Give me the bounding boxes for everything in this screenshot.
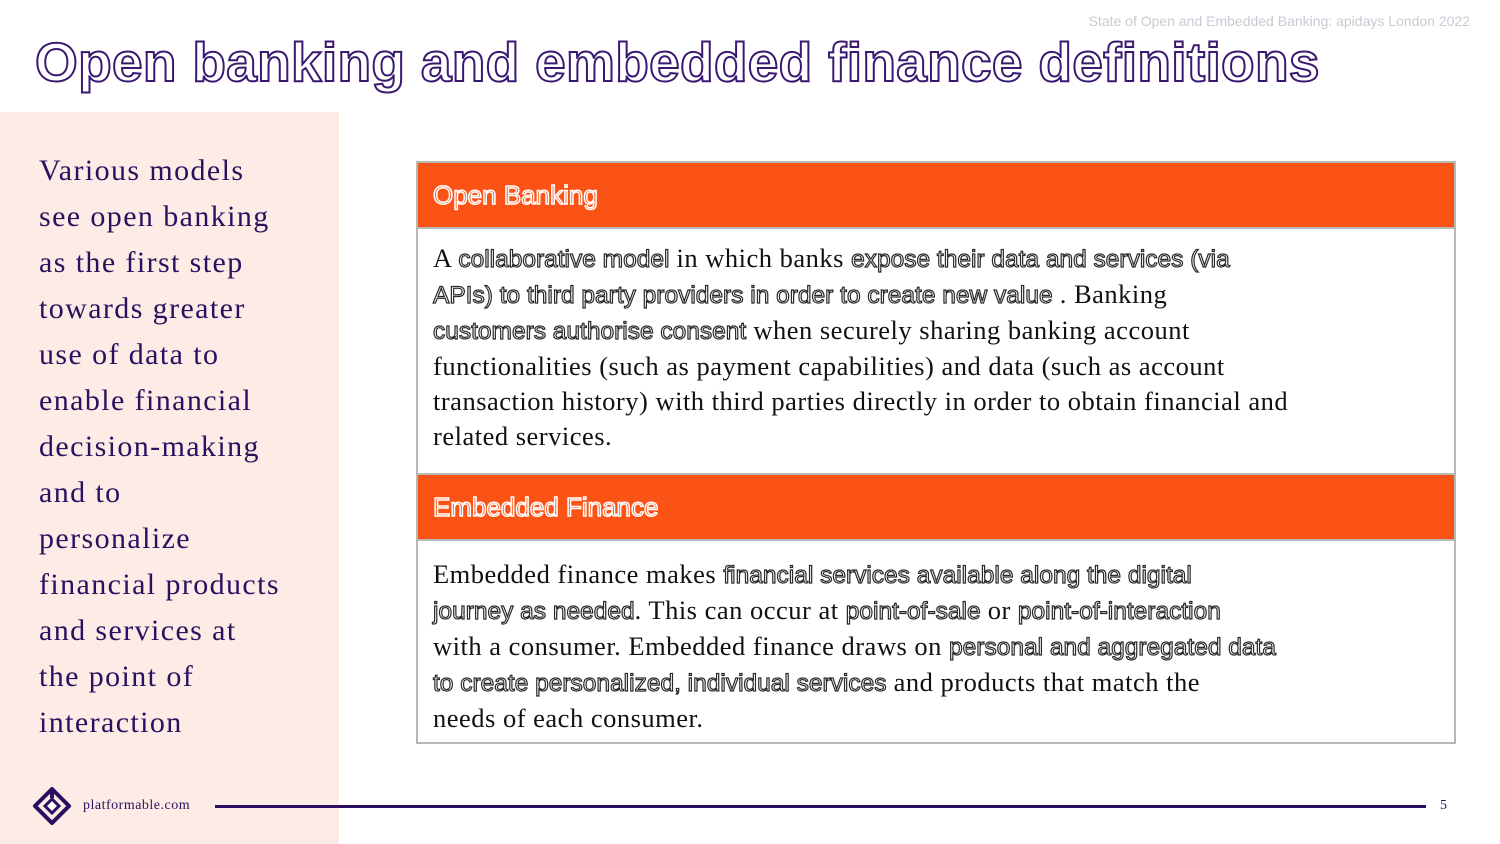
definition-line: related services.: [433, 421, 613, 451]
definition-line: functionalities (such as payment capabilities) and data (such as account: [433, 351, 1225, 381]
summary-line: Various models: [39, 154, 245, 187]
summary-line: use of data to: [39, 338, 220, 371]
definition-line: [433, 593, 1442, 629]
text-run: A: [433, 243, 452, 273]
definition-line: [433, 665, 1442, 701]
page-title: Open banking and embedded finance definitions: [35, 31, 1320, 93]
highlight-text: to create personalized, individual services: [433, 670, 887, 697]
open-banking-definition: [418, 227, 1454, 473]
highlight-text: point-of-interaction: [1017, 598, 1221, 625]
summary-text: [39, 148, 334, 746]
summary-line: interaction: [39, 706, 183, 739]
footer-divider: [215, 805, 1426, 808]
summary-line: the point of: [39, 660, 195, 693]
definition-line: [433, 241, 1442, 277]
highlight-text: journey as needed: [433, 598, 635, 625]
text-run: or: [987, 595, 1011, 625]
text-run: with a consumer. Embedded finance draws on: [433, 631, 942, 661]
text-run: . Banking: [1059, 279, 1168, 309]
summary-line: personalize: [39, 522, 191, 555]
summary-line: decision-making: [39, 430, 260, 463]
embedded-finance-heading: Embedded Finance: [418, 473, 1454, 539]
definitions-table: [416, 161, 1456, 744]
highlight-text: expose their data and services (via: [851, 246, 1230, 273]
summary-line: towards greater: [39, 292, 246, 325]
definition-line: needs of each consumer.: [433, 703, 704, 733]
presentation-header-note: State of Open and Embedded Banking: apidays London 2022: [1088, 13, 1470, 29]
highlight-text: financial services available along the digital: [723, 562, 1192, 589]
embedded-finance-definition: [418, 539, 1454, 742]
summary-line: enable financial: [39, 384, 253, 417]
summary-line: and services at: [39, 614, 237, 647]
summary-line: financial products: [39, 568, 280, 601]
summary-line: as the first step: [39, 246, 244, 279]
platformable-diamond-icon: [33, 787, 71, 825]
open-banking-heading: Open Banking: [418, 163, 1454, 227]
summary-line: see open banking: [39, 200, 270, 233]
text-run: in which banks: [676, 243, 844, 273]
page-number: 5: [1440, 798, 1447, 813]
definition-line: [433, 629, 1442, 665]
text-run: . This can occur at: [634, 595, 839, 625]
footer-site-name: platformable.com: [83, 798, 191, 813]
text-run: Embedded finance makes: [433, 559, 717, 589]
highlight-text: collaborative model: [458, 246, 670, 273]
highlight-text: APIs) to third party providers in order to create new value: [433, 282, 1053, 309]
highlight-text: personal and aggregated data: [949, 634, 1276, 661]
highlight-text: customers authorise consent: [433, 318, 747, 345]
text-run: and products that match the: [893, 667, 1201, 697]
definition-line: transaction history) with third parties directly in order to obtain financial and: [433, 386, 1289, 416]
definition-line: [433, 557, 1442, 593]
highlight-text: point-of-sale: [845, 598, 981, 625]
definition-line: [433, 313, 1442, 349]
text-run: when securely sharing banking account: [753, 315, 1190, 345]
summary-line: and to: [39, 476, 122, 509]
definition-line: [433, 277, 1442, 313]
